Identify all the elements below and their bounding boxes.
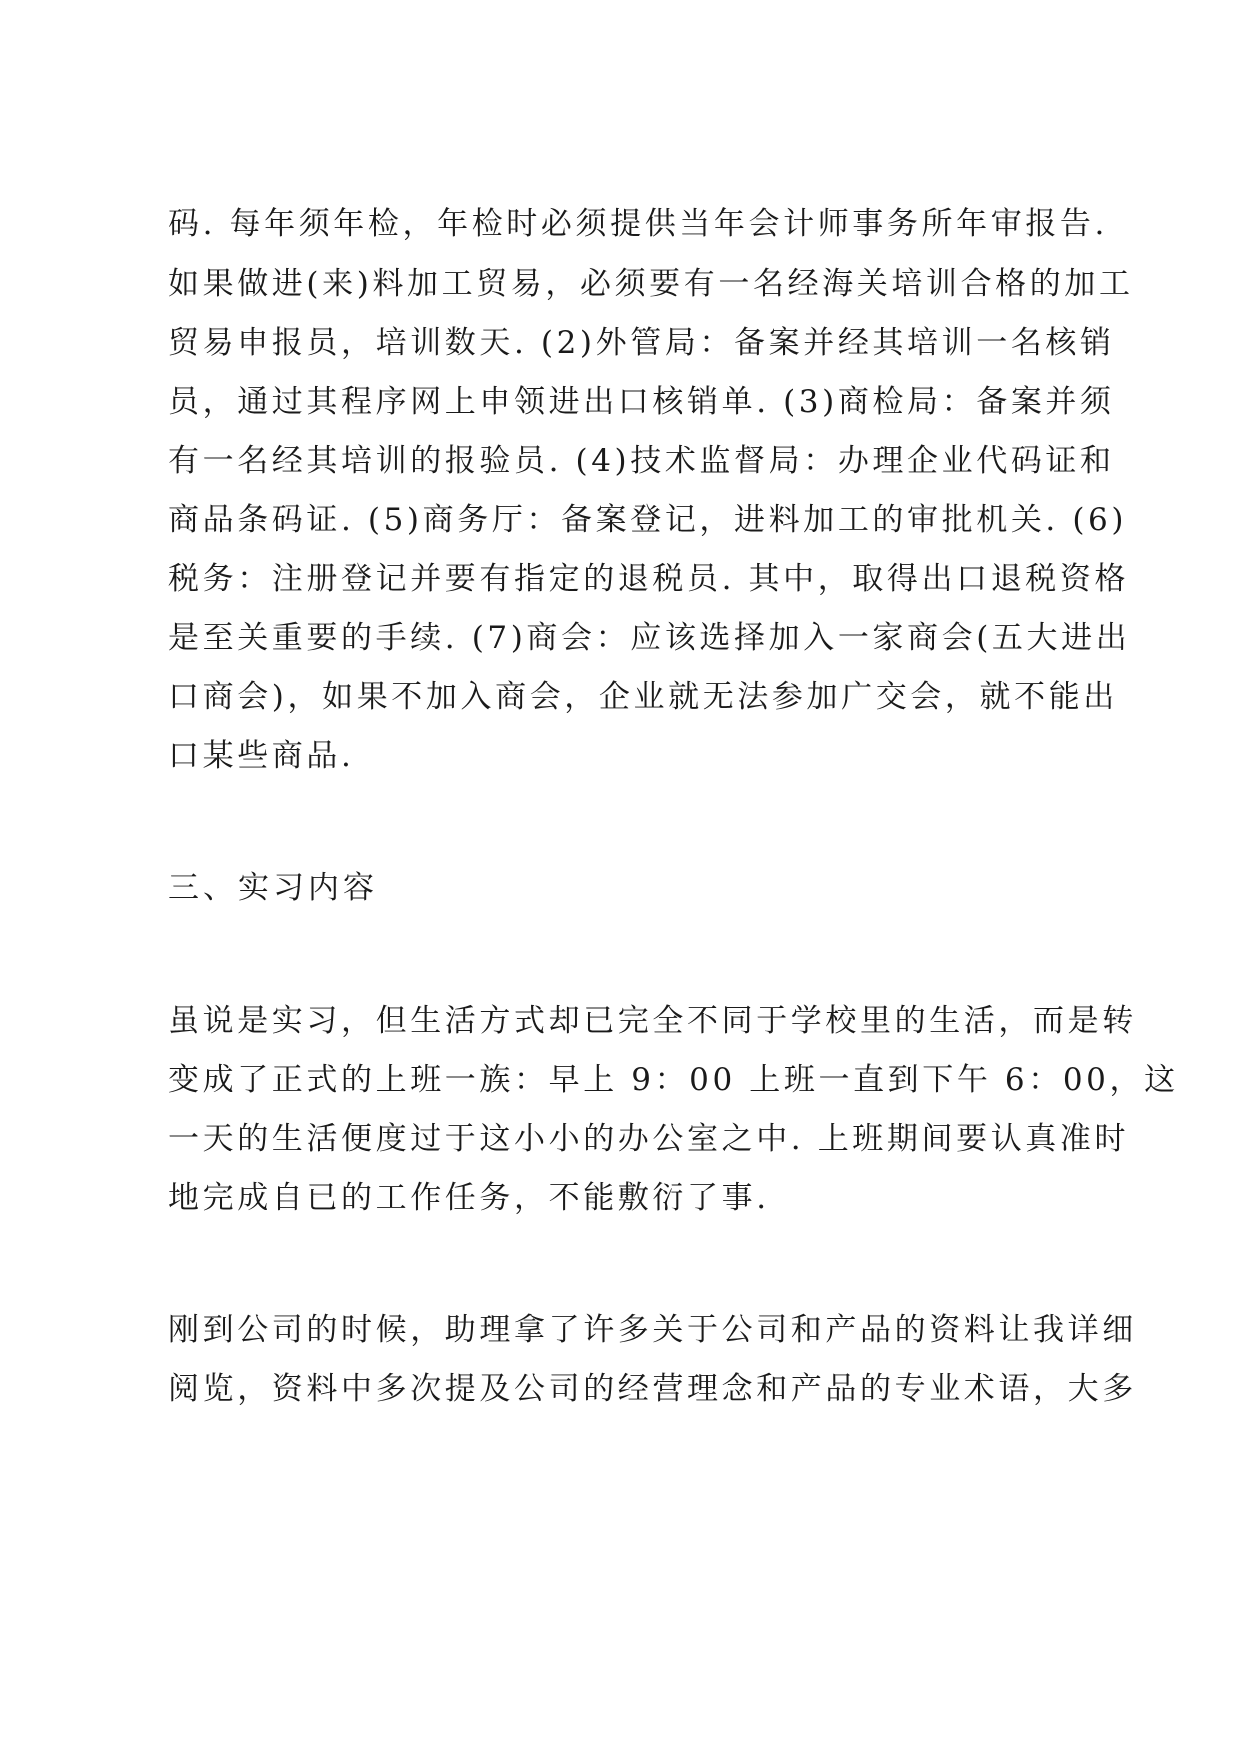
text-line: 一天的生活便度过于这小小的办公室之中. 上班期间要认真准时 [168,1121,1130,1157]
text-line: 有一名经其培训的报验员. (4)技术监督局：办理企业代码证和 [168,443,1115,479]
section-heading: 三、实习内容 [168,870,378,906]
text-line: 口商会)，如果不加入商会，企业就无法参加广交会，就不能出 [168,679,1118,715]
text-line: 税务：注册登记并要有指定的退税员. 其中，取得出口退税资格 [168,561,1130,597]
text-line: 贸易申报员，培训数天. (2)外管局：备案并经其培训一名核销 [168,325,1115,361]
text-line: 阅览，资料中多次提及公司的经营理念和产品的专业术语，大多 [168,1371,1137,1407]
text-line: 地完成自已的工作任务，不能敷衍了事. [168,1180,770,1216]
text-line: 员，通过其程序网上申领进出口核销单. (3)商检局：备案并须 [168,384,1115,420]
text-line: 虽说是实习，但生活方式却已完全不同于学校里的生活，而是转 [168,1003,1137,1039]
text-line: 变成了正式的上班一族：早上 9：00 上班一直到下午 6：00，这 [168,1062,1179,1098]
text-line: 口某些商品. [168,738,355,774]
text-line: 刚到公司的时候，助理拿了许多关于公司和产品的资料让我详细 [168,1312,1137,1348]
text-line: 如果做进(来)料加工贸易，必须要有一名经海关培训合格的加工 [168,266,1134,302]
text-line: 商品条码证. (5)商务厅：备案登记，进料加工的审批机关. (6) [168,502,1128,538]
text-line: 码. 每年须年检，年检时必须提供当年会计师事务所年审报告. [168,206,1108,242]
text-line: 是至关重要的手续. (7)商会：应该选择加入一家商会(五大进出 [168,620,1131,656]
